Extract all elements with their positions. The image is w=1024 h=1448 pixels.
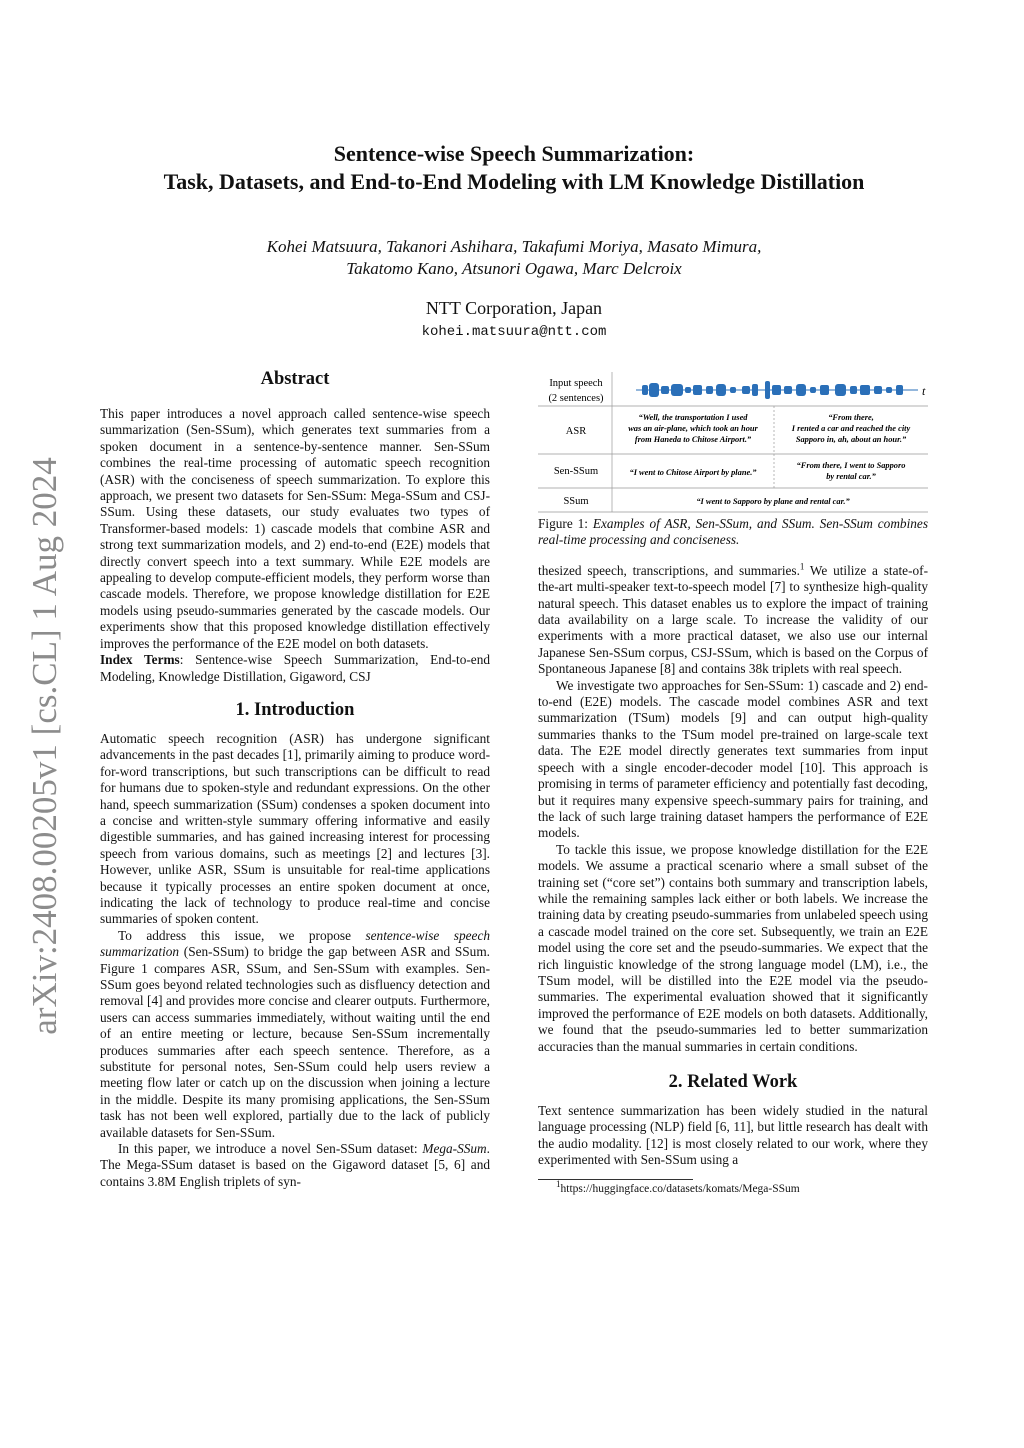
arxiv-id-text: arXiv:2408.00205v1 [cs.CL] 1 Aug 2024 — [25, 457, 64, 1035]
authors-line-1: Kohei Matsuura, Takanori Ashihara, Takafumi Moriya, Masato Mimura, — [266, 237, 762, 256]
abstract-heading: Abstract — [260, 369, 330, 389]
asr-sentence-2-line-2: I rented a car and reached the city — [791, 424, 911, 433]
author-list — [100, 236, 928, 280]
intro-paragraph-2 — [100, 928, 490, 1141]
intro-paragraph-4 — [538, 563, 928, 678]
figure-1-caption — [538, 516, 928, 549]
asr-sentence-2-line-1: “From there, — [828, 413, 874, 422]
ssum-summary: “I went to Sapporo by plane and rental car.” — [696, 497, 850, 506]
intro-p2-post: (Sen-SSum) to bridge the gap between ASR and SSum. Figure 1 compares ASR, SSum, and Sen-SSum with examples. Sen-SSum goes beyond related technologies such as disfluency detection and removal [4] and provides more concise and clearer outputs. Furthermore, users can access summaries immediately, without waiting until the end of an entire meeting or lecture, because Sen-SSum incrementally produces summaries after each speech sentence. Therefore, as a substitute for personal notes, Sen-SSum could help users review a meeting flow later or catch up on the discussion when joining a lecture in the middle. Despite its many promising applications, the Sen-SSum task has not been well explored, partially due to the lack of publicly available datasets for Sen-SSum. — [100, 944, 490, 1140]
asr-sentence-1-line-1: “Well, the transportation I used — [638, 413, 748, 422]
asr-sentence-2-line-3: Sapporo in, ah, about an hour.” — [795, 435, 907, 444]
index-terms — [100, 652, 490, 685]
intro-paragraph-3 — [100, 1141, 490, 1190]
intro-paragraph-5: We investigate two approaches for Sen-SSum: 1) cascade and 2) end-to-end (E2E) models. The cascade model combines ASR and text summarization (TSum) models [9] and can output high-quality summaries thanks to the TSum model pre-trained on large-scale text data. The E2E model directly generates text summaries from input speech with a single encoder-decoder model [10]. This approach is promising in terms of parameter efficiency and potentially fast decoding, but it requires many expensive speech-summary pairs for training, and the lack of such large training dataset hampers the performance of E2E models. — [538, 677, 928, 841]
intro-p2-term: sentence-wise speech summarization — [100, 927, 490, 960]
figure-1-caption-text: Examples of ASR, Sen-SSum, and SSum. Sen-SSum combines real-time processing and conciseness. — [538, 516, 928, 548]
introduction-heading: 1. Introduction — [235, 699, 355, 720]
asr-sentence-1-line-2: was an air-plane, which took an hour — [628, 424, 758, 433]
sen-ssum-sentence-1: “I went to Chitose Airport by plane.” — [629, 468, 757, 477]
figure-1 — [538, 368, 928, 516]
figure-1-caption-label: Figure 1: — [538, 516, 593, 531]
row-label-input-2: (2 sentences) — [548, 393, 604, 404]
footnote-url[interactable]: https://huggingface.co/datasets/komats/Mega-SSum — [560, 1182, 800, 1195]
footnote-rule — [538, 1179, 693, 1180]
index-terms-text: : Sentence-wise Speech Summarization, End-to-end Modeling, Knowledge Distillation, Gigaword, CSJ — [100, 652, 490, 684]
time-axis-label: t — [922, 384, 926, 398]
arxiv-stamp — [20, 456, 70, 1036]
row-label-ssum: SSum — [563, 496, 589, 507]
figure-1-diagram — [538, 372, 928, 516]
row-label-input-1: Input speech — [549, 378, 603, 389]
affiliation: NTT Corporation, Japan — [425, 298, 603, 318]
intro-p2-pre: To address this issue, we propose — [118, 927, 366, 943]
intro-p3-pre: In this paper, we introduce a novel Sen-SSum dataset: — [118, 1141, 423, 1157]
authors-line-2: Takatomo Kano, Atsunori Ogawa, Marc Delcroix — [346, 259, 682, 278]
related-work-paragraph-1: Text sentence summarization has been widely studied in the natural language processing (NLP) field [6, 11], but little research has dealt with the audio modality. [12] is most closely related to our work, where they experimented with Sen-SSum using a — [538, 1103, 928, 1168]
title-line-1: Sentence-wise Speech Summarization: — [333, 141, 695, 166]
sen-ssum-sentence-2-line-2: by rental car.” — [826, 472, 876, 481]
left-column — [100, 368, 490, 1190]
related-work-heading: 2. Related Work — [668, 1072, 798, 1092]
author-email: kohei.matsuura@ntt.com — [421, 324, 607, 340]
abstract-text: This paper introduces a novel approach called sentence-wise speech summarization (Sen-SSum), which generates text summaries from a spoken document in a sentence-by-sentence manner. Sen-SSum combines the real-time processing of automatic speech recognition (ASR) with the conciseness of speech summarization. To explore this approach, we present two datasets for Sen-SSum: Mega-SSum and CSJ-SSum. Using these datasets, our study evaluates two types of Transformer-based models: 1) cascade models that combine ASR and strong text summarization models, and 2) end-to-end (E2E) models that directly convert speech into a text summary. While E2E models are appealing to develop compute-efficient models, they perform worse than cascade models. Therefore, we propose knowledge distillation for E2E models using pseudo-summaries generated by the cascade models. Our experiments show that this proposed knowledge distillation effectively improves the performance of the E2E model on both datasets. — [100, 406, 490, 651]
footnote — [538, 1178, 928, 1196]
sen-ssum-sentence-2-line-1: “From there, I went to Sapporo — [796, 461, 906, 470]
row-label-sen-ssum: Sen-SSum — [553, 466, 599, 477]
intro-p3-post: . The Mega-SSum dataset is based on the Gigaword dataset [5, 6] and contains 3.8M English triplets of syn- — [100, 1141, 490, 1189]
asr-sentence-1-line-3: from Haneda to Chitose Airport.” — [634, 435, 752, 444]
index-terms-label: Index Terms — [100, 652, 180, 668]
intro-paragraph-6: To tackle this issue, we propose knowledge distillation for the E2E models. We assume a practical scenario where a small subset of the training set (“core set”) contains both summary and transcription labels, while the remaining samples lack either or both labels. We increase the training data by creating pseudo-summaries from unlabeled speech using a cascade model trained on the core set. Subsequently, we train an E2E model using the core set and the pseudo-summaries. We expect that the rich linguistic knowledge of the strong language model (LM), i.e., the TSum model, will be distilled into the E2E model via the pseudo-summaries. The experimental evaluation showed that it significantly improved the performance of E2E models on both datasets. Additionally, we found that the pseudo-summaries led to better summarization accuracies than the manual summaries in certain conditions. — [538, 841, 928, 1054]
intro-p3-term: Mega-SSum — [422, 1141, 487, 1157]
footnote-marker: 1 — [799, 561, 805, 572]
row-label-asr: ASR — [565, 426, 587, 437]
right-column — [538, 368, 928, 1196]
paper-title — [100, 140, 928, 196]
title-line-2: Task, Datasets, and End-to-End Modeling with LM Knowledge Distillation — [163, 169, 865, 194]
footnote-number: 1 — [556, 1178, 561, 1189]
waveform-graphic — [636, 381, 918, 399]
intro-p4-pre: thesized speech, transcriptions, and summaries. — [538, 562, 800, 578]
intro-p4-post: We utilize a state-of-the-art multi-speaker text-to-speech model [7] to synthesize high-quality natural speech. This dataset enables us to explore the impact of training data availability on a large scale. To increase the validity of our experiments with a more practical dataset, we also use our internal Japanese Sen-SSum corpus, CSJ-SSum, which is based on the Corpus of Spontaneous Japanese [8] and contains 38k triplets with real speech. — [538, 562, 929, 677]
intro-paragraph-1: Automatic speech recognition (ASR) has undergone significant advancements in the past decades [1], primarily aiming to produce word-for-word transcriptions, but such transcriptions can be difficult to read for humans due to spoken-style and redundant expressions. On the other hand, speech summarization (SSum) condenses a spoken document into a concise and written-style summary offering informative and easily digestible summaries, and has gained increasing interest for processing speech from various domains, such as meetings [2] and lectures [3]. However, unlike ASR, SSum is unsuitable for real-time applications because it typically processes an entire spoken document at once, indicating the lack of technology to produce real-time and concise summaries of spoken content. — [100, 730, 490, 927]
